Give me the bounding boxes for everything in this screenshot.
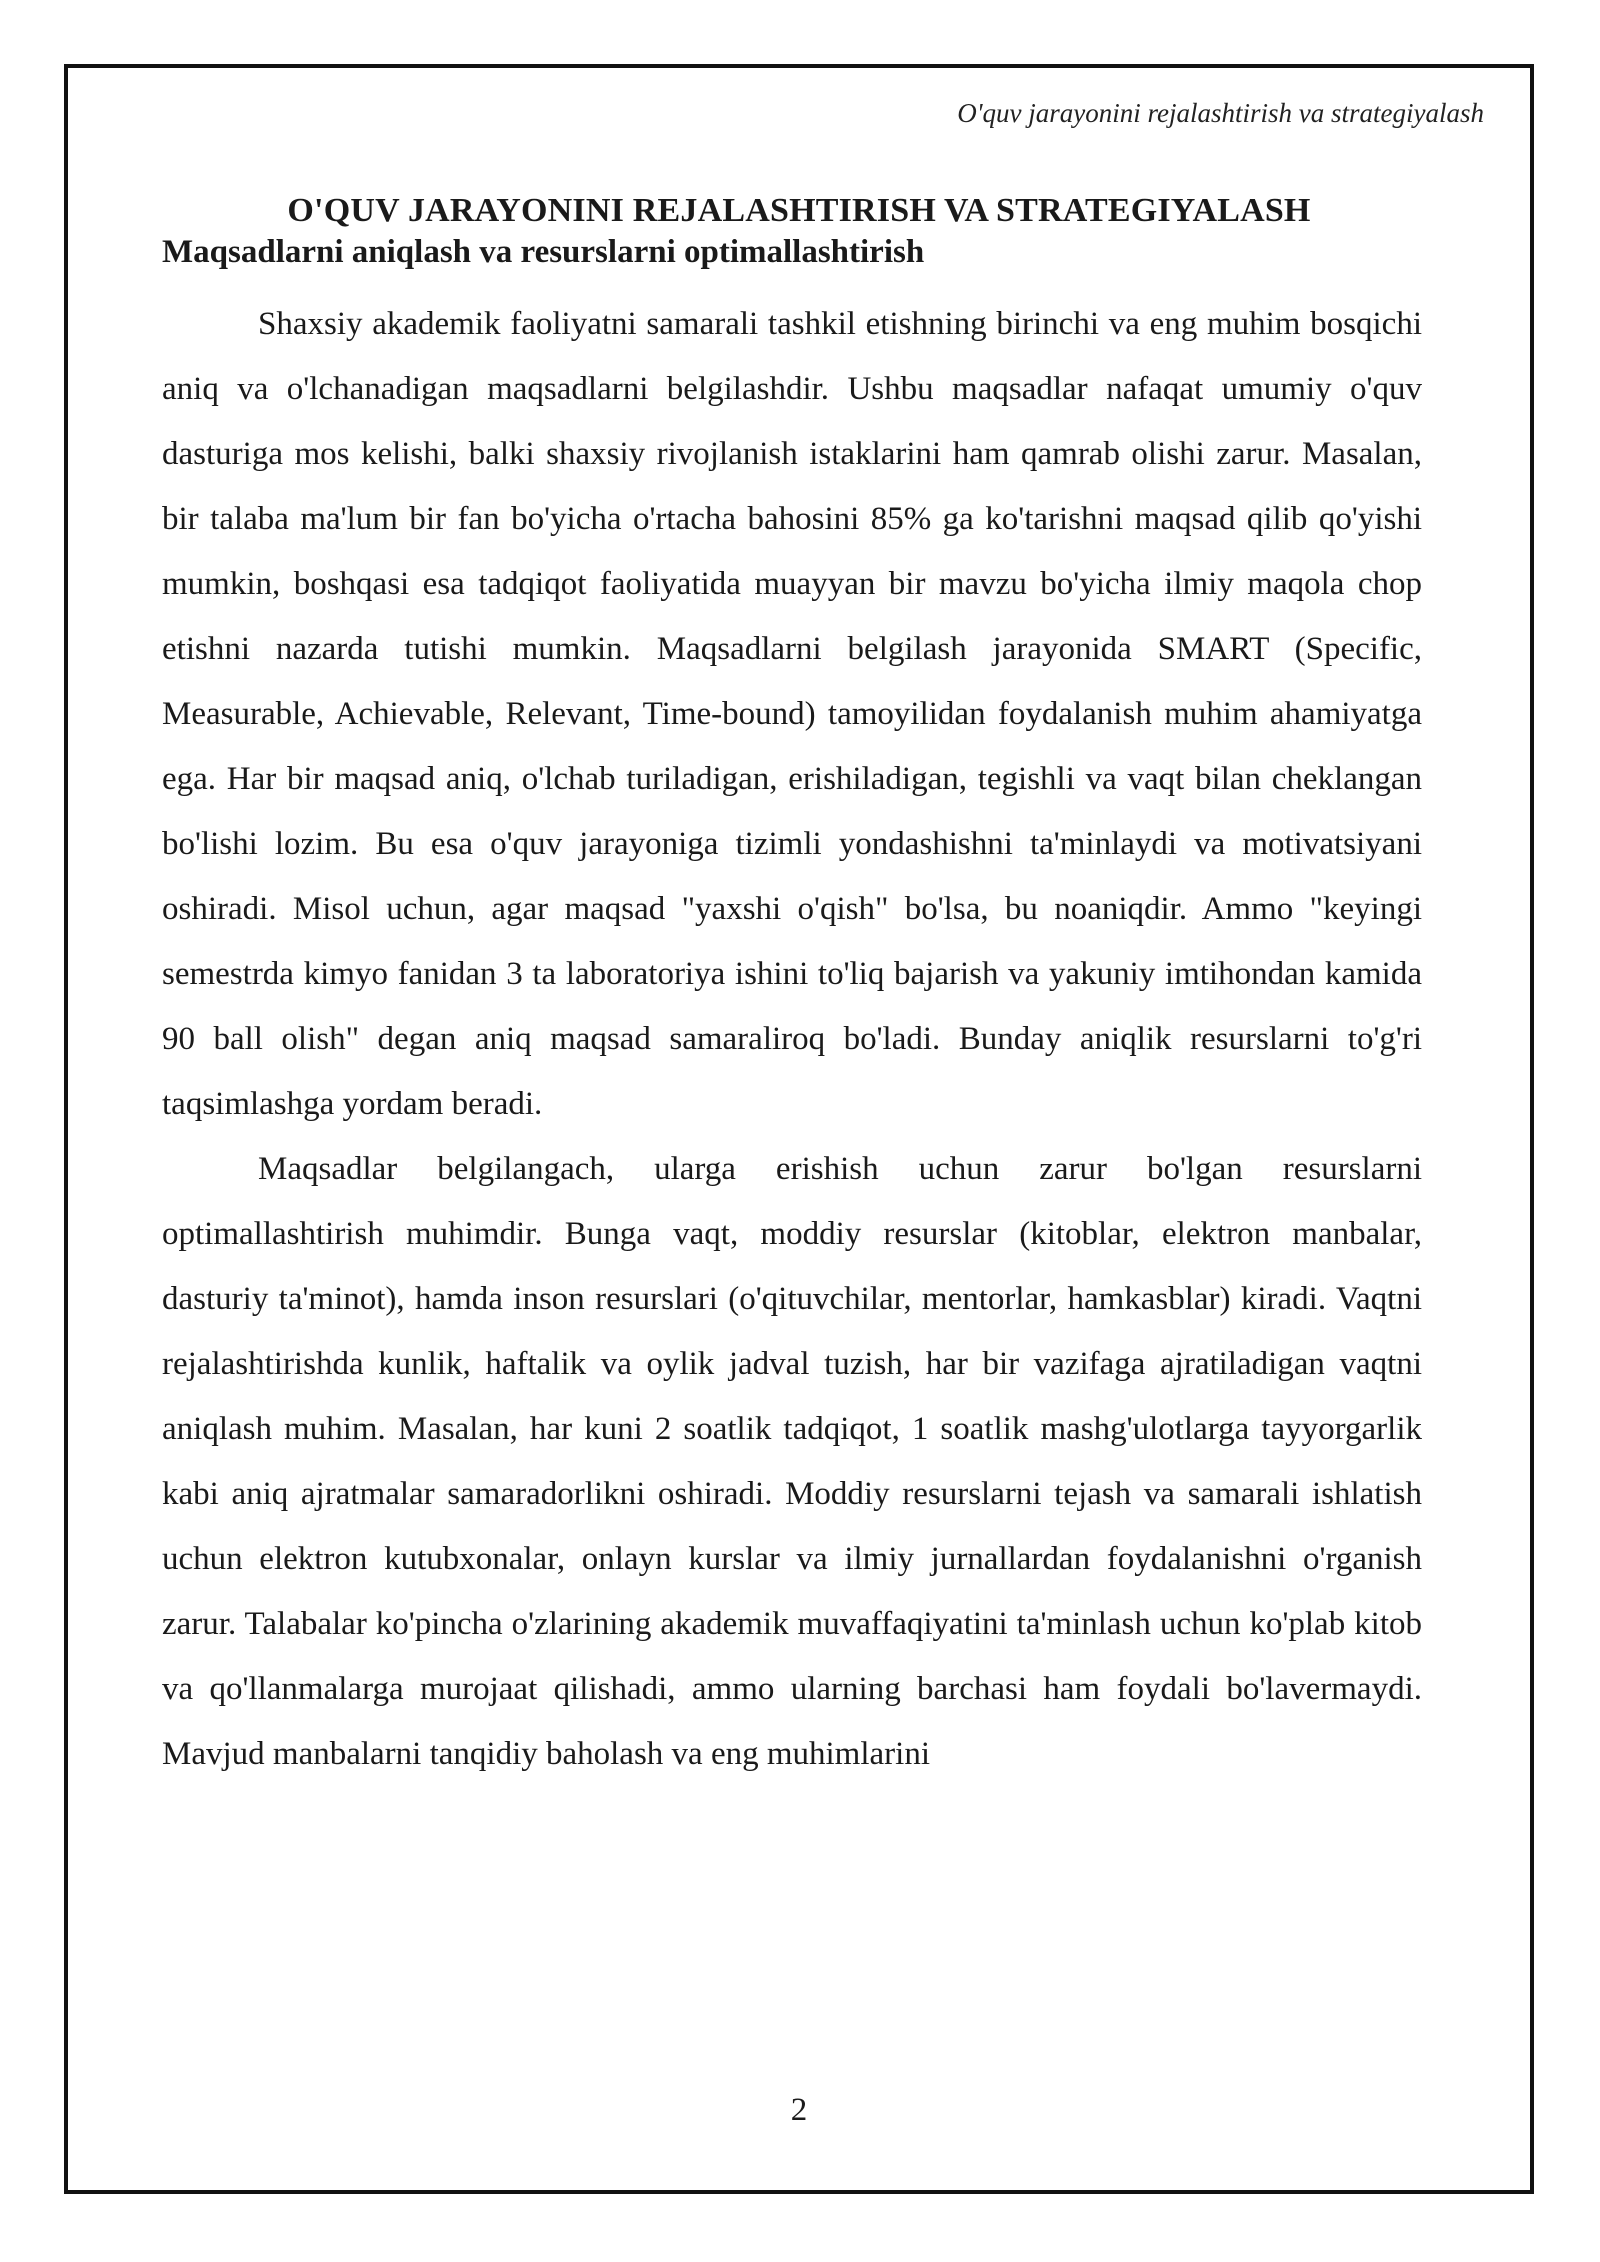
body-paragraph-2: Maqsadlar belgilangach, ularga erishish uchun zarur bo'lgan resurslarni optimallashtirish muhimdir. Bunga vaqt, moddiy resurslar (kitoblar, elektron manbalar, dasturiy ta'minot), hamda inson resurslari (o'qituvchilar, mentorlar, hamkasblar) kiradi. Vaqtni rejalashtirishda kunlik, haftalik va oylik jadval tuzish, har bir vazifaga ajratiladigan vaqtni aniqlash muhim. Masalan, har kuni 2 soatlik tadqiqot, 1 soatlik mashg'ulotlarga tayyorgarlik kabi aniq ajratmalar samaradorlikni oshiradi. Moddiy resurslarni tejash va samarali ishlatish uchun elektron kutubxonalar, onlayn kurslar va ilmiy jurnallardan foydalanishni o'rganish zarur. Talabalar ko'pincha o'zlarining akademik muvaffaqiyatini ta'minlash uchun ko'plab kitob va qo'llanmalarga murojaat qilishadi, ammo ularning barchasi ham foydali bo'lavermaydi. Mavjud manbalarni tanqidiy baholash va eng muhimlarini (162, 1151, 1422, 1772)
running-header: O'quv jarayonini rejalashtirish va strategiyalash (957, 98, 1484, 128)
body-paragraph-1: Shaxsiy akademik faoliyatni samarali tashkil etishning birinchi va eng muhim bosqichi aniq va o'lchanadigan maqsadlarni belgilashdir. Ushbu maqsadlar nafaqat umumiy o'quv dasturiga mos kelishi, balki shaxsiy rivojlanish istaklarini ham qamrab olishi zarur. Masalan, bir talaba ma'lum bir fan bo'yicha o'rtacha bahosini 85% ga ko'tarishni maqsad qilib qo'yishi mumkin, boshqasi esa tadqiqot faoliyatida muayyan bir mavzu bo'yicha ilmiy maqola chop etishni nazarda tutishi mumkin. Maqsadlarni belgilash jarayonida SMART (Specific, Measurable, Achievable, Relevant, Time-bound) tamoyilidan foydalanish muhim ahamiyatga ega. Har bir maqsad aniq, o'lchab turiladigan, erishiladigan, tegishli va vaqt bilan cheklangan bo'lishi lozim. Bu esa o'quv jarayoniga tizimli yondashishni ta'minlaydi va motivatsiyani oshiradi. Misol uchun, agar maqsad "yaxshi o'qish" bo'lsa, bu noaniqdir. Ammo "keyingi semestrda kimyo fanidan 3 ta laboratoriya ishini to'liq bajarish va yakuniy imtihondan kamida 90 ball olish" degan aniq maqsad samaraliroq bo'ladi. Bunday aniqlik resurslarni to'g'ri taqsimlashga yordam beradi. (162, 306, 1422, 1122)
document-body (162, 230, 1422, 1787)
page-number: 2 (790, 2092, 808, 2128)
document-title: O'QUV JARAYONINI REJALASHTIRISH VA STRATEGIYALASH (287, 192, 1311, 229)
section-heading: Maqsadlarni aniqlash va resurslarni optimallashtirish (162, 234, 925, 270)
